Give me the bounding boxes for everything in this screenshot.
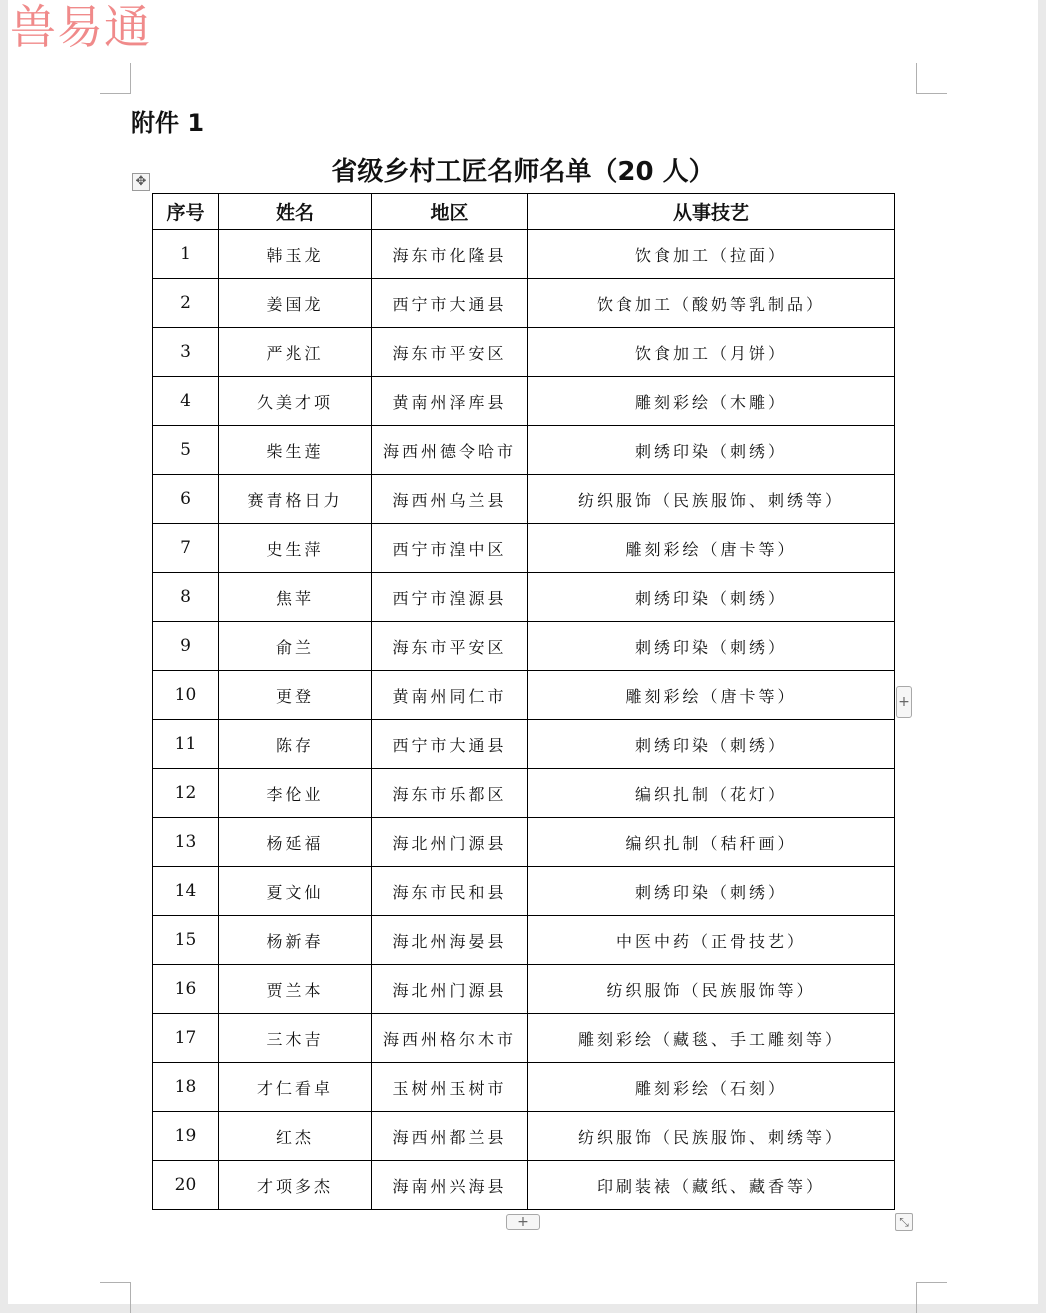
header-index: 序号 (153, 194, 219, 230)
cell-region: 西宁市大通县 (372, 720, 528, 769)
header-name: 姓名 (219, 194, 372, 230)
table-header-row (153, 194, 895, 230)
cell-region: 黄南州泽库县 (372, 377, 528, 426)
cell-craft: 刺绣印染（刺绣） (528, 622, 895, 671)
table-row (153, 426, 895, 475)
margin-corner-bottom-left (100, 1282, 131, 1313)
cell-name: 贾兰本 (219, 965, 372, 1014)
cell-craft: 纺织服饰（民族服饰、刺绣等） (528, 475, 895, 524)
cell-index: 18 (153, 1063, 219, 1112)
cell-name: 夏文仙 (219, 867, 372, 916)
cell-craft: 纺织服饰（民族服饰等） (528, 965, 895, 1014)
cell-region: 海西州都兰县 (372, 1112, 528, 1161)
add-row-button[interactable]: + (506, 1214, 540, 1230)
margin-corner-top-left (100, 63, 131, 94)
cell-region: 海北州门源县 (372, 818, 528, 867)
cell-name: 更登 (219, 671, 372, 720)
cell-craft: 饮食加工（月饼） (528, 328, 895, 377)
cell-craft: 雕刻彩绘（石刻） (528, 1063, 895, 1112)
cell-index: 1 (153, 230, 219, 279)
cell-craft: 刺绣印染（刺绣） (528, 573, 895, 622)
cell-region: 玉树州玉树市 (372, 1063, 528, 1112)
cell-index: 17 (153, 1014, 219, 1063)
add-column-button[interactable]: + (896, 686, 912, 718)
cell-index: 7 (153, 524, 219, 573)
cell-region: 黄南州同仁市 (372, 671, 528, 720)
cell-region: 西宁市湟中区 (372, 524, 528, 573)
cell-region: 海南州兴海县 (372, 1161, 528, 1210)
page-title: 省级乡村工匠名师名单（20 人） (331, 157, 715, 187)
cell-craft: 刺绣印染（刺绣） (528, 720, 895, 769)
cell-name: 杨新春 (219, 916, 372, 965)
table-row (153, 1112, 895, 1161)
table-row (153, 671, 895, 720)
cell-region: 海北州门源县 (372, 965, 528, 1014)
table-row (153, 965, 895, 1014)
cell-index: 9 (153, 622, 219, 671)
table-row (153, 720, 895, 769)
cell-index: 8 (153, 573, 219, 622)
cell-craft: 中医中药（正骨技艺） (528, 916, 895, 965)
cell-name: 严兆江 (219, 328, 372, 377)
cell-name: 杨延福 (219, 818, 372, 867)
cell-index: 20 (153, 1161, 219, 1210)
cell-region: 海西州格尔木市 (372, 1014, 528, 1063)
table-row (153, 573, 895, 622)
cell-name: 柴生莲 (219, 426, 372, 475)
cell-craft: 纺织服饰（民族服饰、刺绣等） (528, 1112, 895, 1161)
table-row (153, 1063, 895, 1112)
cell-craft: 印刷装裱（藏纸、藏香等） (528, 1161, 895, 1210)
cell-name: 姜国龙 (219, 279, 372, 328)
cell-craft: 刺绣印染（刺绣） (528, 867, 895, 916)
cell-index: 11 (153, 720, 219, 769)
cell-craft: 饮食加工（拉面） (528, 230, 895, 279)
cell-name: 三木吉 (219, 1014, 372, 1063)
cell-region: 海北州海晏县 (372, 916, 528, 965)
watermark: 兽易通 (10, 0, 151, 54)
cell-index: 5 (153, 426, 219, 475)
cell-index: 13 (153, 818, 219, 867)
cell-region: 海西州德令哈市 (372, 426, 528, 475)
table-row (153, 328, 895, 377)
cell-name: 李伦业 (219, 769, 372, 818)
cell-region: 海东市民和县 (372, 867, 528, 916)
cell-region: 海东市平安区 (372, 328, 528, 377)
table-row (153, 818, 895, 867)
cell-index: 14 (153, 867, 219, 916)
cell-index: 12 (153, 769, 219, 818)
cell-index: 2 (153, 279, 219, 328)
cell-index: 19 (153, 1112, 219, 1161)
margin-corner-bottom-right (916, 1282, 947, 1313)
cell-name: 俞兰 (219, 622, 372, 671)
header-region: 地区 (372, 194, 528, 230)
cell-region: 海东市乐都区 (372, 769, 528, 818)
cell-region: 海东市化隆县 (372, 230, 528, 279)
table-row (153, 230, 895, 279)
cell-region: 海西州乌兰县 (372, 475, 528, 524)
cell-index: 10 (153, 671, 219, 720)
cell-region: 海东市平安区 (372, 622, 528, 671)
table-row (153, 769, 895, 818)
cell-region: 西宁市湟源县 (372, 573, 528, 622)
cell-index: 16 (153, 965, 219, 1014)
cell-craft: 雕刻彩绘（唐卡等） (528, 524, 895, 573)
table-row (153, 524, 895, 573)
cell-region: 西宁市大通县 (372, 279, 528, 328)
cell-index: 3 (153, 328, 219, 377)
margin-corner-top-right (916, 63, 947, 94)
cell-craft: 饮食加工（酸奶等乳制品） (528, 279, 895, 328)
table-row (153, 867, 895, 916)
cell-index: 6 (153, 475, 219, 524)
cell-craft: 雕刻彩绘（唐卡等） (528, 671, 895, 720)
move-icon[interactable]: ✥ (132, 173, 150, 191)
cell-craft: 雕刻彩绘（藏毯、手工雕刻等） (528, 1014, 895, 1063)
table-row (153, 1014, 895, 1063)
table-row (153, 475, 895, 524)
header-craft: 从事技艺 (528, 194, 895, 230)
cell-name: 才仁看卓 (219, 1063, 372, 1112)
cell-craft: 编织扎制（秸秆画） (528, 818, 895, 867)
cell-name: 红杰 (219, 1112, 372, 1161)
cell-name: 陈存 (219, 720, 372, 769)
table-row (153, 916, 895, 965)
cell-name: 才项多杰 (219, 1161, 372, 1210)
table-row (153, 377, 895, 426)
resize-diagonal-icon[interactable]: ⤡ (895, 1213, 913, 1231)
cell-craft: 雕刻彩绘（木雕） (528, 377, 895, 426)
cell-index: 15 (153, 916, 219, 965)
cell-name: 韩玉龙 (219, 230, 372, 279)
table-row (153, 1161, 895, 1210)
cell-name: 焦苹 (219, 573, 372, 622)
cell-name: 久美才项 (219, 377, 372, 426)
attachment-label: 附件 1 (131, 109, 205, 137)
table-row (153, 279, 895, 328)
table-row (153, 622, 895, 671)
cell-craft: 刺绣印染（刺绣） (528, 426, 895, 475)
cell-name: 史生萍 (219, 524, 372, 573)
cell-name: 赛青格日力 (219, 475, 372, 524)
cell-index: 4 (153, 377, 219, 426)
craftsman-table (152, 193, 895, 1210)
cell-craft: 编织扎制（花灯） (528, 769, 895, 818)
